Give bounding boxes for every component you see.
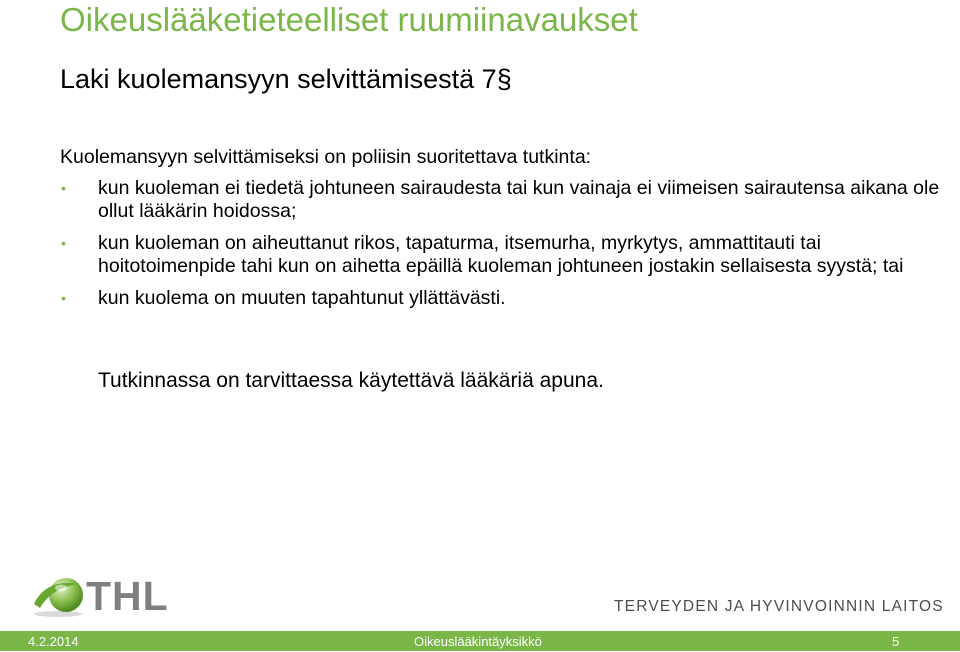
footer-organization: Oikeuslääkintäyksikkö xyxy=(414,634,542,649)
institute-name: TERVEYDEN JA HYVINVOINNIN LAITOS xyxy=(614,598,944,615)
footer-date: 4.2.2014 xyxy=(28,634,79,649)
intro-text: Kuolemansyyn selvittämiseksi on poliisin suoritettava tutkinta: xyxy=(60,146,592,168)
list-item xyxy=(60,177,940,223)
thl-logo-text: THL xyxy=(86,573,169,619)
bullet-icon: • xyxy=(61,235,66,251)
page-number: 5 xyxy=(892,634,900,649)
bullet-list xyxy=(60,177,940,319)
slide-subtitle: Laki kuolemansyyn selvittämisestä 7§ xyxy=(60,64,512,94)
bullet-text: kun kuoleman on aiheuttanut rikos, tapaturma, itsemurha, myrkytys, ammattitauti tai hoitotoimenpide tahi kun on aihetta epäillä kuoleman johtuneen jostakin sellaisesta syystä; tai xyxy=(98,232,904,277)
bullet-text: kun kuoleman ei tiedetä johtuneen sairaudesta tai kun vainaja ei viimeisen sairautensa aikana ole ollut lääkärin hoidossa; xyxy=(98,177,940,222)
bullet-icon: • xyxy=(61,180,66,196)
list-item xyxy=(60,287,940,310)
slide-title: Oikeuslääketieteelliset ruumiinavaukset xyxy=(60,1,638,38)
footer-bar xyxy=(0,631,960,651)
list-item xyxy=(60,232,940,278)
bullet-icon: • xyxy=(61,290,66,306)
bullet-text: kun kuolema on muuten tapahtunut yllättävästi. xyxy=(98,287,506,309)
note-text: Tutkinnassa on tarvittaessa käytettävä lääkäriä apuna. xyxy=(98,369,604,392)
